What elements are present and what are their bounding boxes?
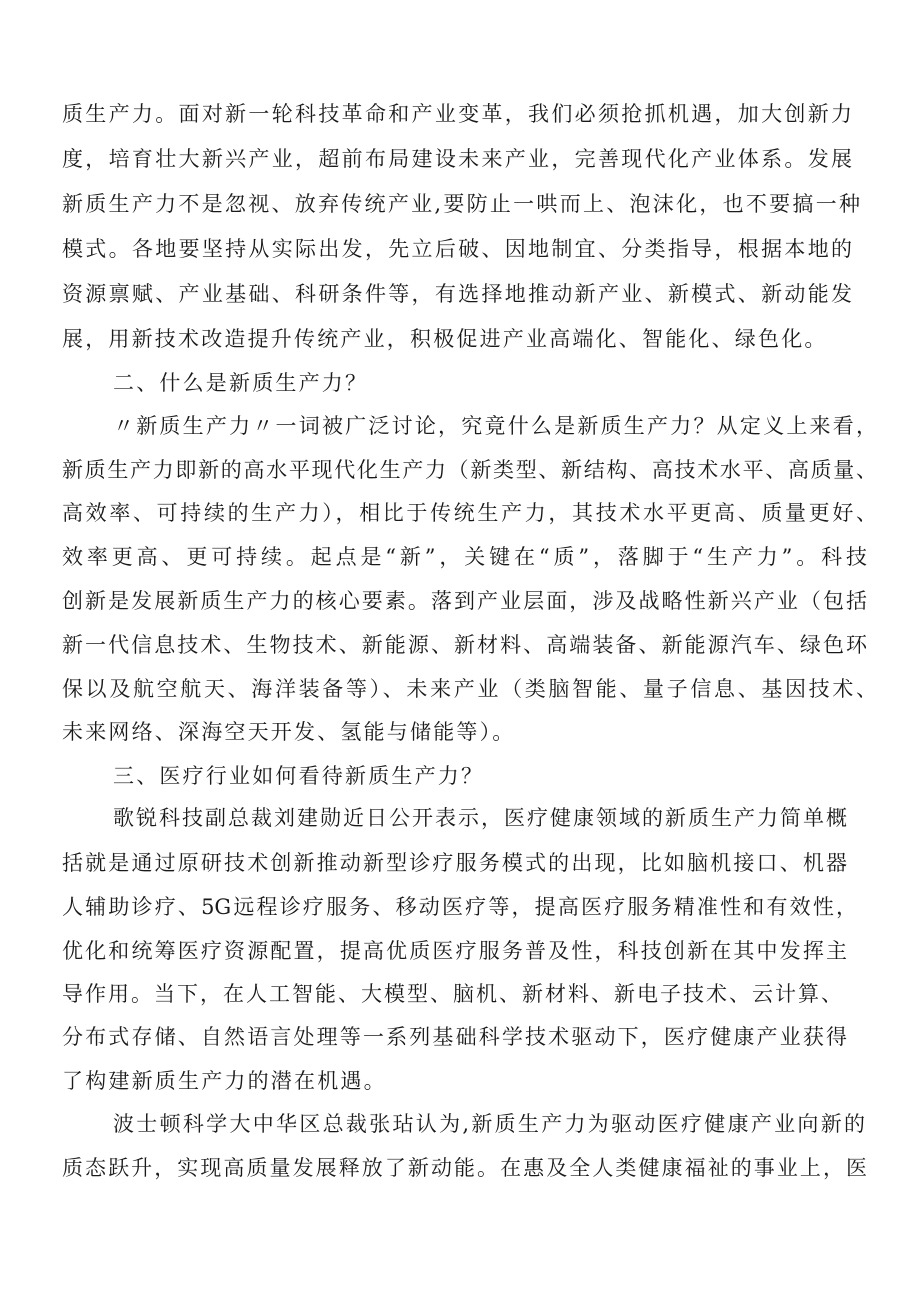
para4-line-1: 波士顿科学大中华区总裁张玷认为,新质生产力为驱动医疗健康产业向新的 [113,1112,865,1136]
para3-line-3: 人辅助诊疗、5G远程诊疗服务、移动医疗等，提高医疗服务精准性和有效性， [62,895,857,919]
para4-line-2: 质态跃升，实现高质量发展释放了新动能。在惠及全人类健康福祉的事业上，医 [62,1156,867,1180]
para1-line-5: 资源禀赋、产业基础、科研条件等，有选择地推动新产业、新模式、新动能发 [62,282,852,306]
para2-line-8: 未来网络、深海空天开发、氢能与储能等）。 [62,720,516,744]
para2-line-4: 效率更高、更可持续。起点是“新”，关键在“质”，落脚于“生产力”。科技 [62,545,867,569]
section-heading-3: 三、医疗行业如何看待新质生产力？ [113,764,485,788]
para2-line-2: 新质生产力即新的高水平现代化生产力（新类型、新结构、高技术水平、高质量、 [62,458,877,482]
para2-line-3: 高效率、可持续的生产力），相比于传统生产力，其技术水平更高、质量更好、 [62,501,877,525]
para1-line-3: 新质生产力不是忽视、放弃传统产业,要防止一哄而上、泡沫化，也不要搞一种 [62,192,860,216]
para1-line-6: 展，用新技术改造提升传统产业，积极促进产业高端化、智能化、绿色化。 [62,327,828,351]
para2-line-6: 新一代信息技术、生物技术、新能源、新材料、高端装备、新能源汽车、绿色环 [62,633,867,657]
section-heading-2: 二、什么是新质生产力？ [113,371,369,395]
para1-line-2: 度，培育壮大新兴产业，超前布局建设未来产业，完善现代化产业体系。发展 [62,147,852,171]
para3-line-1: 歌锐科技副总裁刘建勋近日公开表示，医疗健康领域的新质生产力简单概 [113,806,847,830]
para2-line-5: 创新是发展新质生产力的核心要素。落到产业层面，涉及战略性新兴产业（包括 [62,589,867,613]
para3-line-2: 括就是通过原研技术创新推动新型诊疗服务模式的出现，比如脑机接口、机器 [62,851,847,875]
para1-line-4: 模式。各地要坚持从实际出发，先立后破、因地制宜、分类指导，根据本地的 [62,237,852,261]
para3-line-5: 导作用。当下，在人工智能、大模型、脑机、新材料、新电子技术、云计算、 [62,982,842,1006]
para2-line-7: 保以及航空航天、海洋装备等）、未来产业（类脑智能、量子信息、基因技术、 [62,677,877,701]
para2-line-1: 〃新质生产力〃一词被广泛讨论，究竟什么是新质生产力？从定义上来看， [113,414,877,438]
para3-line-6: 分布式存储、自然语言处理等一系列基础科学技术驱动下，医疗健康产业获得 [62,1025,847,1049]
para3-line-7: 了构建新质生产力的潜在机遇。 [62,1069,387,1093]
para1-line-1: 质生产力。面对新一轮科技革命和产业变革，我们必须抢抓机遇，加大创新力 [62,102,852,126]
para3-line-4: 优化和统筹医疗资源配置，提高优质医疗服务普及性，科技创新在其中发挥主 [62,939,847,963]
